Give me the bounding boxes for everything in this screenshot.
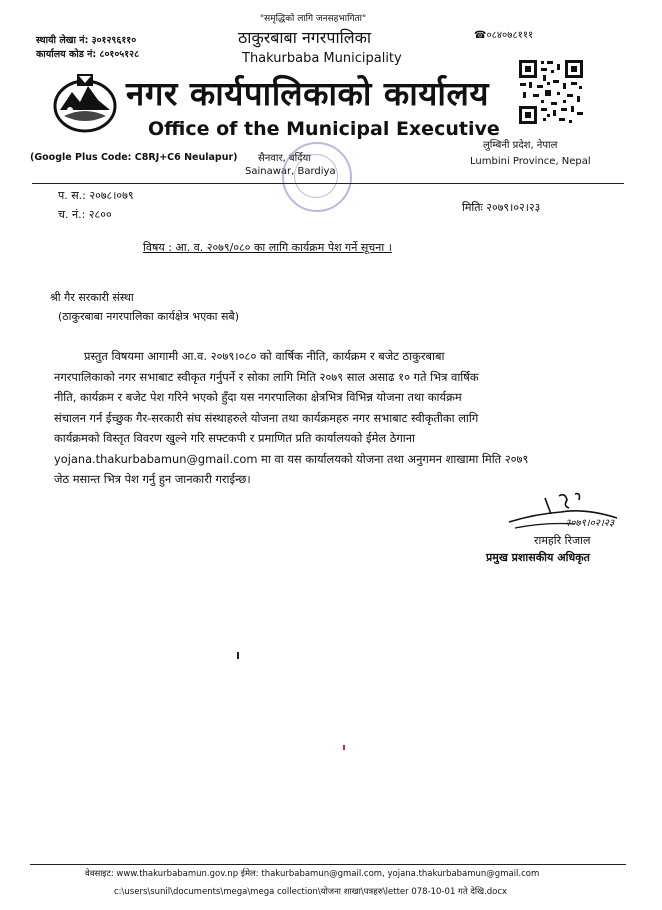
municipality-name-en: Thakurbaba Municipality xyxy=(242,51,402,66)
addressee-line2: (ठाकुरबाबा नगरपालिका कार्यक्षेत्र भएका सबै) xyxy=(58,310,239,323)
subject-line: विषय : आ. व. २०७९/०८० का लागि कार्यक्रम पेश गर्ने सूचना । xyxy=(143,241,392,254)
body-line: yojana.thakurbabamun@gmail.com मा वा यस कार्यालयको योजना तथा अनुगमन शाखामा मिति २०७९ xyxy=(54,451,529,466)
stray-mark xyxy=(343,745,345,750)
body-paragraph xyxy=(54,346,610,490)
office-seal-stamp xyxy=(282,142,352,212)
province-en: Lumbini Province, Nepal xyxy=(470,156,591,167)
phone-number: ☎०८४०७८१११ xyxy=(474,30,534,41)
office-name-en: Office of the Municipal Executive xyxy=(148,118,500,140)
stray-mark xyxy=(237,652,239,659)
body-line: कार्यक्रमको विस्तृत विवरण खुल्ने गरि सफ्टकपी र प्रमाणित प्रति कार्यालयको ईमेल ठेगाना xyxy=(54,431,415,445)
handwritten-date: २०७९।०२।२३ xyxy=(565,518,615,529)
body-line: जेठ मसान्त भित्र पेश गर्नु हुन जानकारी गराईन्छ। xyxy=(54,472,251,486)
office-name-np: नगर कार्यपालिकाको कार्यालय xyxy=(126,74,489,113)
signatory-title: प्रमुख प्रशासकीय अधिकृत xyxy=(486,551,590,564)
footer-divider xyxy=(30,864,626,865)
location-en: Sainawar, Bardiya xyxy=(245,166,336,177)
body-line: प्रस्तुत विषयमा आगामी आ.व. २०७९।०८० को वार्षिक नीति, कार्यक्रम र बजेट ठाकुरबाबा xyxy=(84,349,445,363)
footer-file-path: c:\users\sunil\documents\mega\mega collection\योजना शाखा\पत्रहरु\letter 078-10-01 गते देखि.docx xyxy=(114,887,508,897)
google-plus-code: (Google Plus Code: C8RJ+C6 Neulapur) xyxy=(30,152,238,163)
province-np: लुम्बिनी प्रदेश, नेपाल xyxy=(483,140,558,151)
letter-number: प. स.: २०७८।०७९ xyxy=(58,189,134,202)
permanent-account-no: स्थायी लेखा नं: ३०१२९६११० xyxy=(36,35,137,46)
municipality-emblem-logo xyxy=(50,70,120,134)
body-line: नगरपालिकाको नगर सभाबाट स्वीकृत गर्नुपर्ने र सोका लागि मिति २०७९ साल असाढ १० गते भित्र वार्षिक xyxy=(54,369,479,384)
office-code: कार्यालय कोड नं: ८०१०५१२८ xyxy=(36,49,140,60)
signatory-name: रामहरि रिजाल xyxy=(534,534,591,547)
motto: "समृद्धिको लागि जनसहभागिता" xyxy=(260,14,367,24)
addressee-line1: श्री गैर सरकारी संस्था xyxy=(50,291,134,304)
footer-contact: वेवसाइट: www.thakurbabamun.gov.np ईमेल: thakurbabamun@gmail.com, yojana.thakurbabamun@gmail.com xyxy=(85,869,540,879)
location-np: सैनवार, बर्दिया xyxy=(258,153,311,164)
body-line: नीति, कार्यक्रम र बजेट पेश गरिने भएको हुँदा यस नगरपालिका क्षेत्रभित्र विभिन्न योजना तथा कार्यक्रम xyxy=(54,390,462,404)
dispatch-number: च. नं.: २८०० xyxy=(58,208,112,221)
letter-date: मितिः २०७९।०२।२३ xyxy=(462,201,541,214)
header-divider xyxy=(32,183,624,184)
body-line: संचालन गर्न ईच्छुक गैर-सरकारी संघ संस्थाहरुले योजना तथा कार्यक्रमहरु नगर सभाबाट स्वीकृतीका लागि xyxy=(54,410,479,425)
qr-code-icon xyxy=(517,58,585,126)
municipality-name-np: ठाकुरबाबा नगरपालिका xyxy=(238,28,372,47)
